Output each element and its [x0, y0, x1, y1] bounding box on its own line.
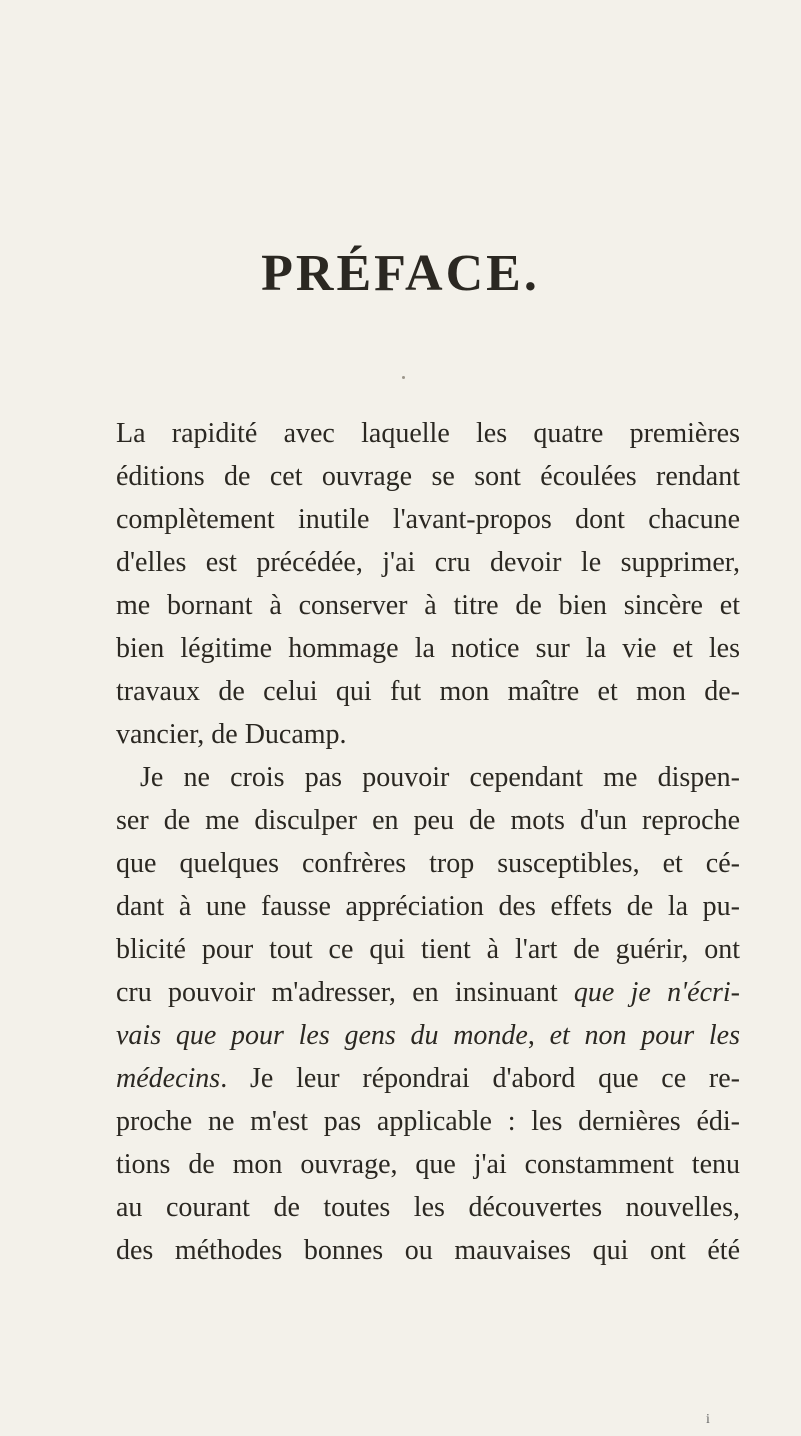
italic-text-segment: médecins	[116, 1063, 221, 1094]
text-line	[116, 1229, 740, 1272]
text-line	[116, 541, 740, 584]
text-segment: complètement inutile l'avant-propos dont chacune	[116, 504, 740, 535]
text-line	[116, 713, 740, 756]
text-line	[116, 670, 740, 713]
text-line	[116, 842, 740, 885]
text-line	[116, 799, 740, 842]
text-line	[116, 1186, 740, 1229]
text-segment: dant à une fausse appréciation des effets de la pu-	[116, 891, 740, 922]
text-segment: tions de mon ouvrage, que j'ai constamment tenu	[116, 1149, 740, 1180]
text-segment: des méthodes bonnes ou mauvaises qui ont été	[116, 1235, 740, 1266]
text-segment: bien légitime hommage la notice sur la vie et les	[116, 633, 740, 664]
text-segment: ,	[527, 1020, 550, 1051]
text-line	[116, 885, 740, 928]
text-line	[116, 627, 740, 670]
text-segment: me bornant à conserver à titre de bien sincère et	[116, 590, 740, 621]
text-segment: blicité pour tout ce qui tient à l'art de guérir, ont	[116, 934, 740, 965]
text-segment: cru pouvoir m'adresser, en insinuant	[116, 977, 574, 1008]
text-line	[116, 971, 740, 1014]
text-line	[116, 584, 740, 627]
italic-text-segment: et non pour les	[549, 1020, 740, 1051]
italic-text-segment: que je n'écri-	[573, 977, 740, 1008]
text-segment: éditions de cet ouvrage se sont écoulées rendant	[116, 461, 740, 492]
italic-text-segment: vais que pour les gens du monde	[116, 1020, 528, 1051]
text-line	[116, 928, 740, 971]
text-line	[116, 1100, 740, 1143]
text-segment: . Je leur répondrai d'abord que ce re-	[220, 1063, 740, 1094]
preface-body	[116, 412, 740, 1272]
page-folio: i	[706, 1412, 710, 1427]
text-segment: au courant de toutes les découvertes nouvelles,	[116, 1192, 740, 1223]
text-segment: ser de me disculper en peu de mots d'un reproche	[116, 805, 740, 836]
text-segment: La rapidité avec laquelle les quatre premières	[116, 418, 740, 449]
text-line	[116, 412, 740, 455]
text-line	[116, 1057, 740, 1100]
text-segment: vancier, de Ducamp.	[116, 719, 347, 750]
ink-speck	[402, 376, 405, 379]
text-line	[116, 455, 740, 498]
text-line	[116, 1143, 740, 1186]
text-segment: que quelques confrères trop susceptibles, et cé-	[116, 848, 740, 879]
text-segment: Je ne crois pas pouvoir cependant me dispen-	[140, 762, 740, 793]
text-line	[116, 756, 740, 799]
text-segment: proche ne m'est pas applicable : les dernières édi-	[116, 1106, 740, 1137]
text-segment: travaux de celui qui fut mon maître et mon de-	[116, 676, 740, 707]
text-line	[116, 1014, 740, 1057]
page-title: PRÉFACE.	[261, 245, 540, 302]
text-segment: d'elles est précédée, j'ai cru devoir le supprimer,	[116, 547, 740, 578]
text-line	[116, 498, 740, 541]
